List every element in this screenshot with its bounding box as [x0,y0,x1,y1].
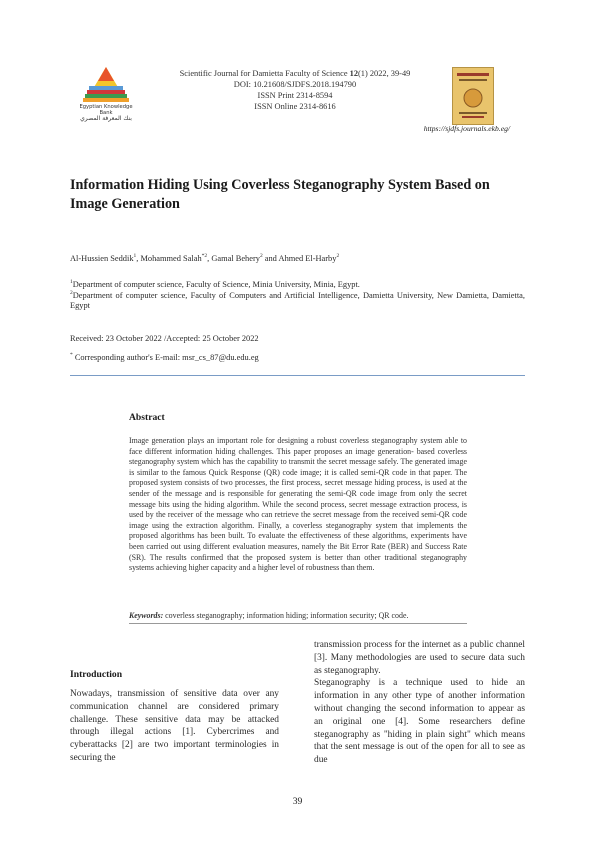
cover-graphic [453,68,493,124]
author-superscript: 2 [259,253,263,259]
header-divider [70,375,525,376]
received-accepted-dates: Received: 23 October 2022 /Accepted: 25 October 2022 [70,334,259,343]
introduction-heading: Introduction [70,669,123,680]
right-column [314,639,525,767]
author-name: Gamal Behery [211,253,260,263]
affiliation-text: Department of computer science, Faculty of Computers and Artificial Intelligence, Damietta University, New Damietta, Damietta, Egypt [70,290,525,311]
author-superscript: *2 [201,253,208,259]
journal-url-link[interactable]: https://sjdfs.journals.ekb.eg/ [423,124,510,133]
abstract-heading: Abstract [129,412,165,423]
corresponding-superscript: * [70,352,73,358]
abstract-body: Image generation plays an important role for designing a robust coverless steganography system able to face different information hiding challenges. This paper proposes an image generation- based coverless steganography system which has the capability to transmit the secret message safely. The generated image is similar to the famous Quick Response (QR) code image; it is called semi-QR code in that paper. The proposed system consists of two processes, the first process, secret message hiding process, is used at the sender of the message and is responsible for generating the semi-QR code image from only the secret message bits using the hiding algorithm. While the second process, secret message extraction process, is used by the receiver of the message who can retrieve the secret message from the received semi-QR code image using the extraction algorithm. Finally, a coverless steganography system that implements the proposed algorithms has been built. To evaluate the effectiveness of these algorithms, experiments have been carried out using different evaluation measures, namely the Bit Error Rate (BER) and Success Rate (SR). The results confirmed that the proposed system is better than other traditional steganography systems achieving higher capacity and a higher level of robustness than them. [129,436,467,573]
intro-paragraph: Steganography is a technique used to hide an information in any other type of another information without changing the second information to appear as an original one [4]. Some researchers define steganography as "hiding in plain sight" which means that the sent message is out of the open for all to see as due [314,678,525,766]
logo-caption [74,104,138,122]
intro-paragraph: transmission process for the internet as a public channel [3]. Many methodologies are used to secure data such as steganography. [314,640,525,676]
journal-volume: 12 [349,69,359,78]
paper-title: Information Hiding Using Coverless Steganography System Based on Image Generation [70,177,490,212]
keywords-list: coverless steganography; information hiding; information security; QR code. [163,611,409,620]
author-name: Ahmed El-Harby [278,253,337,263]
logo-caption-ar: بنك المعرفة المصري [80,115,132,122]
keywords-label: Keywords: [129,611,164,620]
keywords-line [129,611,489,621]
affiliation-2 [70,288,525,312]
issn-print: ISSN Print 2314-8594 [257,91,333,100]
logo-graphic [75,64,137,104]
journal-issue: (1) 2022, 39-49 [358,69,411,78]
corresponding-email[interactable]: Corresponding author's E-mail: msr_cs_87@du.edu.eg [72,352,259,362]
logo-caption-en: Egyptian Knowledge Bank [79,104,133,116]
page-number: 39 [292,796,303,807]
author-name: Al-Hussien Seddik [70,253,134,263]
keywords-divider [129,623,467,624]
author-superscript: 1 [133,253,137,259]
author-name: Mohammed Salah [140,253,202,263]
corresponding-author [70,350,530,363]
journal-citation [150,69,440,79]
affiliation-text: Department of computer science, Faculty of Science, Minia University, Minia, Egypt. [72,279,360,289]
issn-online: ISSN Online 2314-8616 [254,102,336,111]
author-separator: and [262,253,279,263]
doi[interactable]: DOI: 10.21608/SJDFS.2018.194790 [233,80,357,89]
author-separator: , [136,253,141,263]
intro-paragraph: Nowadays, transmission of sensitive data over any communication channel are considered primary challenge. These sensitive data may be attacked through illegal actions [1]. Cybercrimes and cyberattacks [2] are two important terminologies in securing the [70,689,279,763]
journal-name: Scientific Journal for Damietta Faculty of Science [179,69,350,78]
author-list [70,251,530,264]
affiliation-superscript: 2 [70,290,73,296]
affiliation-superscript: 1 [70,279,73,285]
journal-cover-image [452,67,494,125]
author-separator: , [207,253,212,263]
left-column [70,688,279,765]
author-superscript: 2 [336,253,340,259]
